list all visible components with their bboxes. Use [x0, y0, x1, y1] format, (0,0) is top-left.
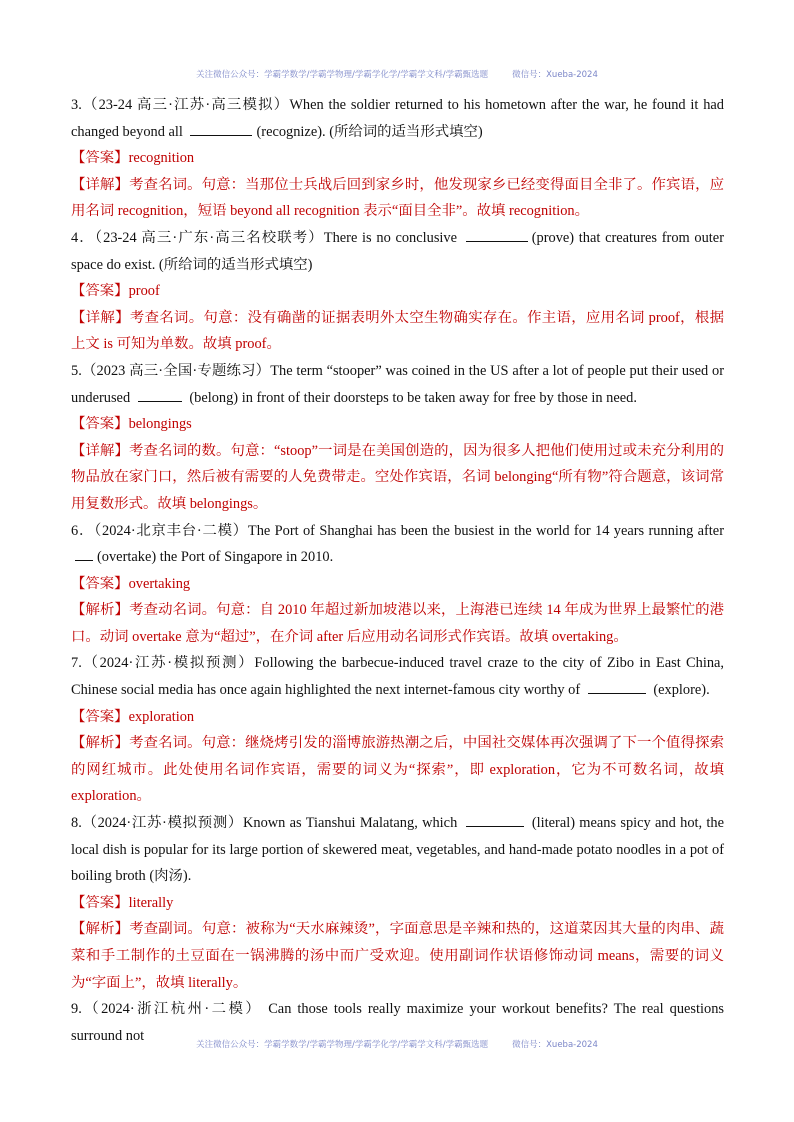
explanation: 【详解】考查名词。句意：当那位士兵战后回到家乡时，他发现家乡已经变得面目全非了。作宾语，应用名词 recognition，短语 beyond all recognition 表示“面目全非”。故填 recognition。 — [71, 176, 724, 220]
question-item — [71, 650, 724, 810]
footer-right-text: 微信号：Xueba-2024 — [512, 1040, 598, 1050]
question-item — [71, 92, 724, 225]
answer-value: belongings — [128, 416, 192, 433]
explanation-text: 考查名词。句意：当那位士兵战后回到家乡时，他发现家乡已经变得面目全非了。作宾语，应用名词 recognition，短语 beyond all recognition 表示“面目全非”。故填 recognition。 — [71, 176, 724, 220]
answer-line: 【答案】literally — [71, 894, 174, 911]
answer-line: 【答案】proof — [71, 283, 160, 300]
answer-value: proof — [128, 283, 160, 300]
answer-blank — [466, 812, 524, 827]
question-item — [71, 810, 724, 996]
question-text: 7.（2024·江苏·模拟预测）Following the barbecue-induced travel craze to the city of Zibo in East China, Chinese social media has once again highlighted the next internet-famous city worthy of (explore). — [71, 655, 724, 699]
answer-value: literally — [128, 894, 174, 911]
explanation-text: 考查副词。句意：被称为“天水麻辣烫”，字面意思是辛辣和热的，这道菜因其大量的肉串、蔬菜和手工制作的土豆面在一锅沸腾的汤中而广受欢迎。使用副词作状语修饰动词 means，需要的词义为“字面上”，故填 literally。 — [71, 921, 724, 991]
answer-line: 【答案】overtaking — [71, 575, 191, 592]
question-text: 4．（23-24 高三·广东·高三名校联考）There is no conclusive (prove) that creatures from outer space do exist. (所给词的适当形式填空) — [71, 225, 724, 278]
question-item — [71, 358, 724, 518]
explanation-text: 考查动名词。句意：自 2010 年超过新加坡港以来，上海港已连续 14 年成为世界上最繁忙的港口。动词 overtake 意为“超过”，在介词 after 后应用动名词形式作宾语。故填 overtaking。 — [71, 602, 724, 645]
question-text: 6．（2024·北京丰台·二模）The Port of Shanghai has been the busiest in the world for 14 years running after (overtake) the Port of Singapore in 2010. — [71, 522, 724, 566]
question-item — [71, 518, 724, 651]
answer-value: exploration — [128, 708, 195, 725]
explanation: 【解析】考查名词。句意：继烧烤引发的淄博旅游热潮之后，中国社交媒体再次强调了下一个值得探索的网红城市。此处使用名词作宾语，需要的词义为“探索”，即 exploration，它为不可数名词，故填 exploration。 — [71, 735, 724, 805]
answer-blank — [75, 546, 93, 561]
question-text: 5.（2023 高三·全国·专题练习）The term “stooper” was coined in the US after a lot of people put their used or underused (belong) in front of their doorsteps to be taken away for free by those in need. — [71, 362, 724, 406]
answer-blank — [588, 679, 646, 694]
question-text: 9.（2024·浙江杭州·二模） Can those tools really maximize your workout benefits? The real questions surround not — [71, 1001, 724, 1044]
question-list — [71, 92, 724, 1049]
explanation: 【详解】考查名词。句意：没有确凿的证据表明外太空生物确实存在。作主语，应用名词 proof，根据上文 is 可知为单数。故填 proof。 — [71, 309, 724, 353]
answer-value: recognition — [128, 150, 195, 167]
explanation: 【解析】考查副词。句意：被称为“天水麻辣烫”，字面意思是辛辣和热的，这道菜因其大量的肉串、蔬菜和手工制作的土豆面在一锅沸腾的汤中而广受欢迎。使用副词作状语修饰动词 means，需要的词义为“字面上”，故填 literally。 — [71, 921, 724, 991]
answer-blank — [138, 387, 182, 402]
explanation: 【解析】考查动名词。句意：自 2010 年超过新加坡港以来，上海港已连续 14 年成为世界上最繁忙的港口。动词 overtake 意为“超过”，在介词 after 后应用动名词形式作宾语。故填 overtaking。 — [71, 602, 724, 645]
question-item — [71, 225, 724, 358]
explanation: 【详解】考查名词的数。句意：“stoop”一词是在美国创造的，因为很多人把他们使用过或未充分利用的物品放在家门口，然后被有需要的人免费带走。空处作宾语，名词 belonging“所有物”符合题意，该词常用复数形式。故填 belongings。 — [71, 442, 724, 512]
explanation-text: 考查名词的数。句意：“stoop”一词是在美国创造的，因为很多人把他们使用过或未充分利用的物品放在家门口，然后被有需要的人免费带走。空处作宾语，名词 belonging“所有物”符合题意，该词常用复数形式。故填 belongings。 — [71, 442, 724, 512]
header-right-text: 微信号：Xueba-2024 — [512, 70, 598, 80]
question-text: 8.（2024·江苏·模拟预测）Known as Tianshui Malatang, which (literal) means spicy and hot, the local dish is popular for its large portion of skewered meat, vegetables, and hand-made potato noodles in a pot of boiling broth (肉汤). — [71, 810, 724, 890]
explanation-text: 考查名词。句意：没有确凿的证据表明外太空生物确实存在。作主语，应用名词 proof，根据上文 is 可知为单数。故填 proof。 — [71, 309, 724, 353]
header-left-text: 关注微信公众号：学霸学数学/学霸学物理/学霸学化学/学霸学文科/学霸甄选题 — [196, 70, 489, 80]
question-text: 3.（23-24 高三·江苏·高三模拟）When the soldier returned to his hometown after the war, he found it had changed beyond all (recognize). (所给词的适当形式填空) — [71, 97, 724, 140]
answer-blank — [190, 121, 252, 136]
footer-left-text: 关注微信公众号：学霸学数学/学霸学物理/学霸学化学/学霸学文科/学霸甄选题 — [196, 1040, 489, 1050]
answer-line: 【答案】belongings — [71, 416, 192, 433]
page-header — [0, 68, 794, 80]
answer-line: 【答案】exploration — [71, 708, 195, 725]
page-footer — [0, 1038, 794, 1050]
answer-value: overtaking — [128, 575, 191, 592]
answer-blank — [466, 227, 528, 242]
explanation-text: 考查名词。句意：继烧烤引发的淄博旅游热潮之后，中国社交媒体再次强调了下一个值得探索的网红城市。此处使用名词作宾语，需要的词义为“探索”，即 exploration，它为不可数名词，故填 exploration。 — [71, 735, 724, 805]
answer-line: 【答案】recognition — [71, 150, 195, 167]
